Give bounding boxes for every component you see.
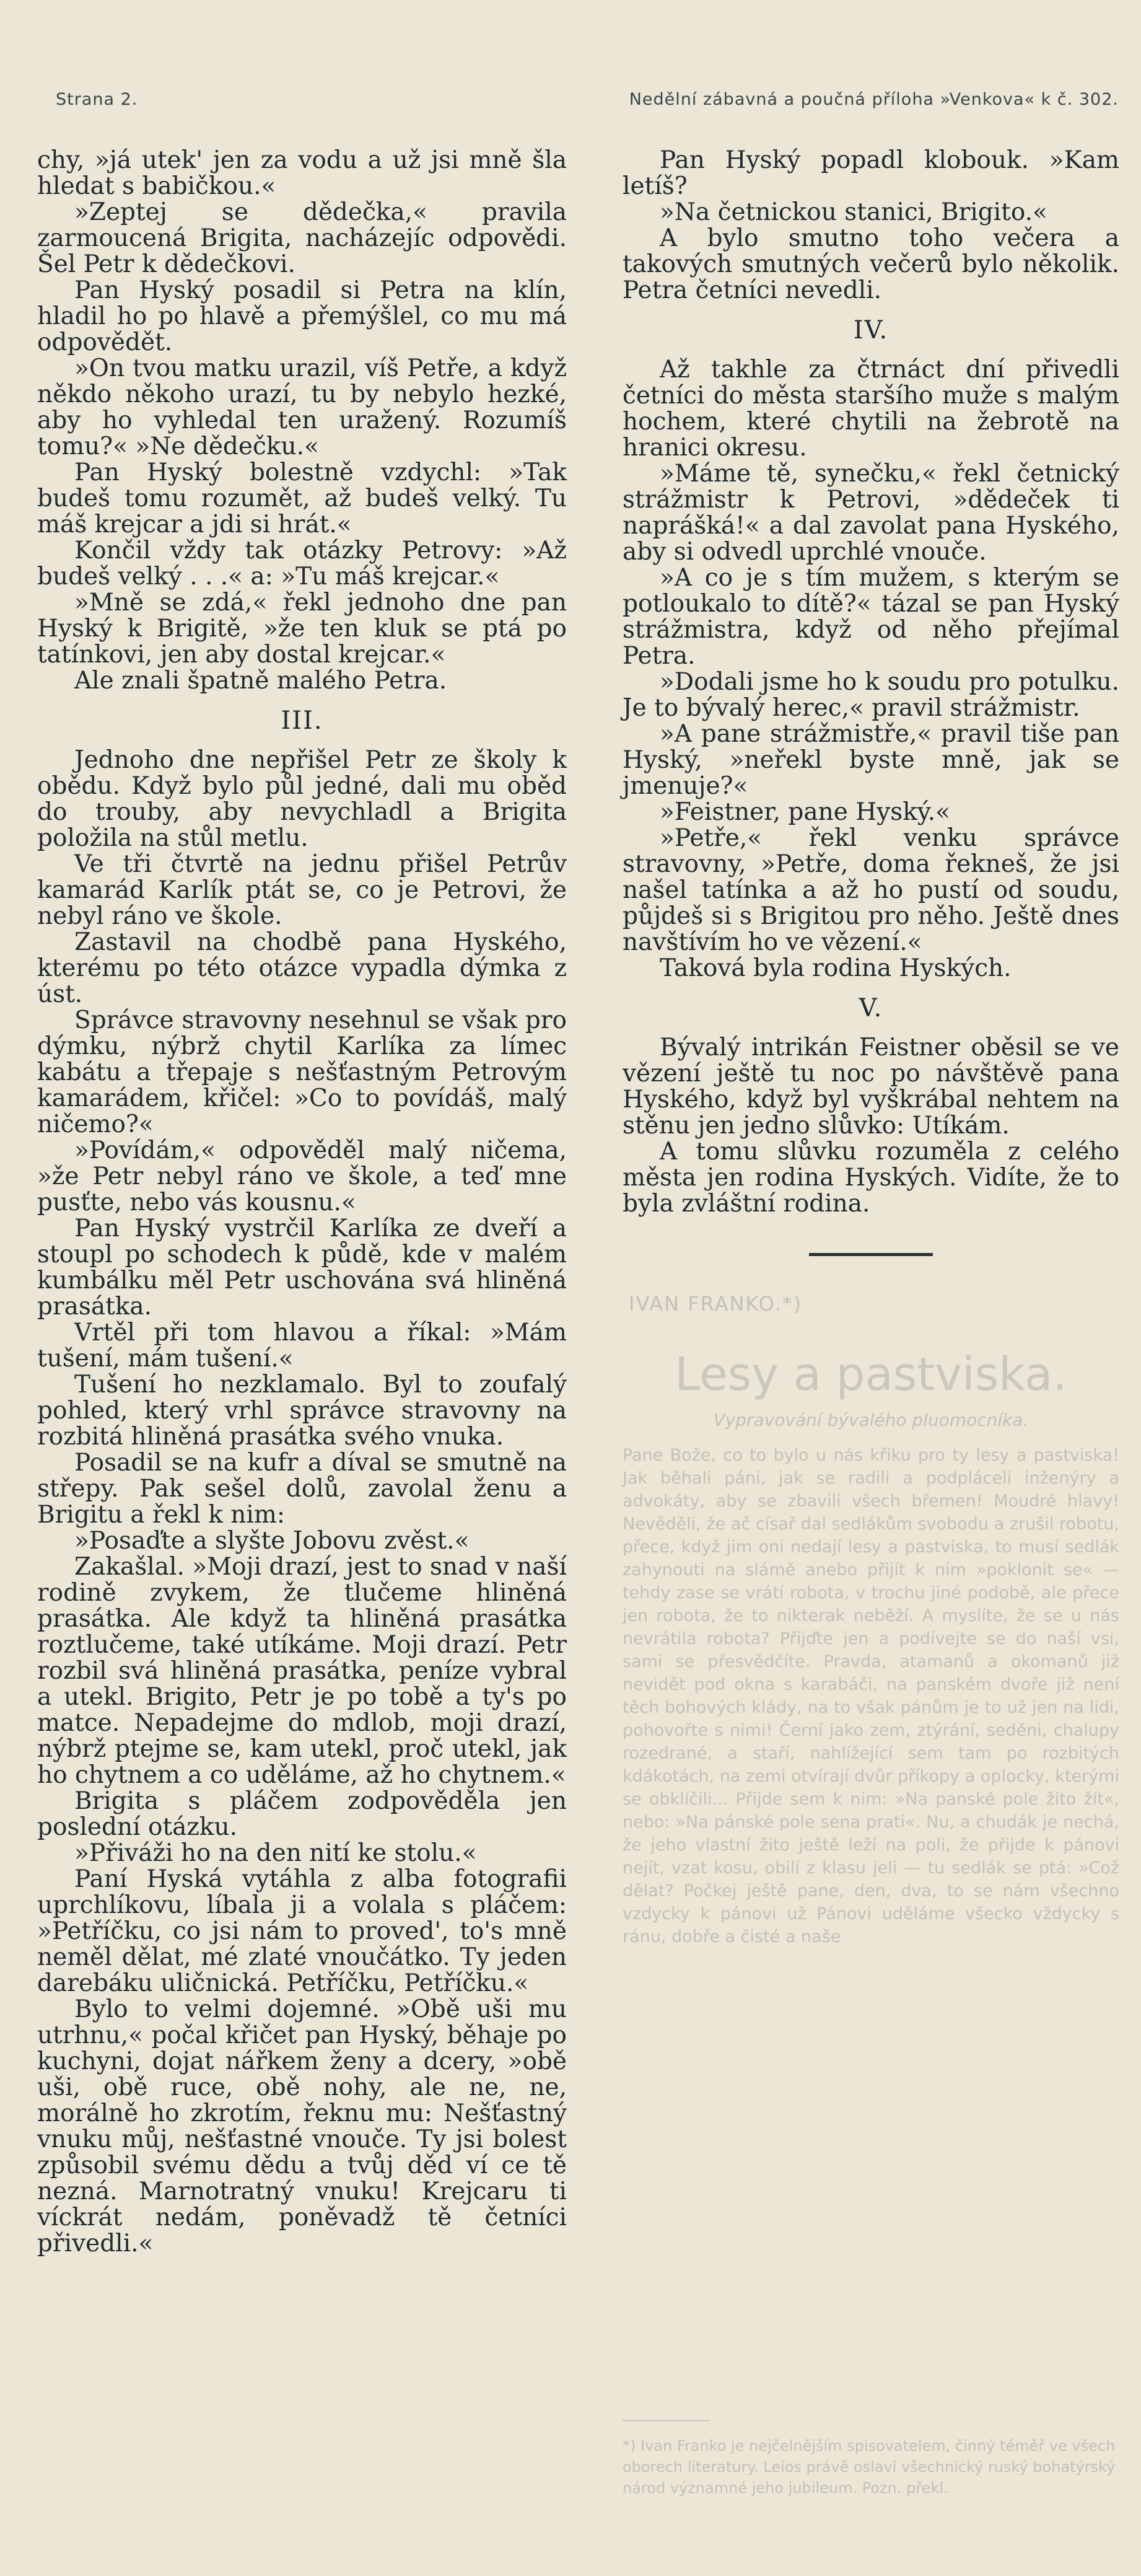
- divider: [809, 1253, 933, 1256]
- paragraph: Tušení ho nezklamalo. Byl to zoufalý pohled, který vrhl správce stravovny na rozbitá hliněná prasátka svého vnuka.: [37, 1371, 567, 1451]
- paragraph: Paní Hyská vytáhla z alba fotografii uprchlíkovu, líbala ji a volala s pláčem: »Petříčku, co jsi nám to proved', to's mně neměl dělat, mé zlaté vnoučátko. Ty jeden darebáku uličnická. Petříčku, Petříčku.«: [37, 1865, 567, 1997]
- paragraph: »Máme tě, synečku,« řekl četnický strážmistr k Petrovi, »dědeček ti naprášká!« a dal zavolat pana Hyského, aby si odvedl uprchlé vnouče.: [623, 460, 1119, 566]
- left-column: [37, 147, 567, 2257]
- paragraph: Taková byla rodina Hyských.: [660, 954, 1012, 982]
- article-body: Pane Bože, co to bylo u nás křiku pro ty lesy a pastviska! Jak běhali páni, jak se radili a podpláceli inženýry a advokáty, aby se zbavili všech břemen! Moudré hlavy! Nevěděli, že ač císař dal sedlákům svobodu a zrušil robotu, přece, když jim oni nedají lesy a pastviska, to musí sedlák zahynouti na slámě anebo přijít k nim »poklonit se« — tehdy zase se vrátí robota, v trochu jiné podobě, ale přece jen robota, že to nikterak neběží. A myslíte, že se u nás nevrátila robota? Přijďte jen a podívejte se do naší vsi, sami se přesvědčíte. Pravda, atamanů a okomanů již nevidět pod okna s karabáči, na panském dvoře již není těch bohových klády, na to však pánům je to už jen na lidi, pohovořte s nimi! Černí jako zem, ztýrání, seděni, chalupy rozedrané, a staří, nahlížející sem tam po rozbitých kdákotách, na zemi otvírají dvůr příkopy a oplocky, kterými se obklíčili... Přijde sem k nim: »Na panské pole žito žít«, nebo: »Na pánské pole sena prati«. Nu, a chudák je nechá, že jeho vlastní žito ještě leží na poli, že přijde k pánovi nejít, vzat kosu, obilí z klasu jeli — tu sedlák se ptá: »Což dělat? Počkej ještě pane, den, dva, to se nám všechno vzdycky k pánovi už Pánovi uděláme všecko vždycky s ránu, dobře a čisté a naše: [623, 1446, 1119, 1946]
- article-author: IVAN FRANKO.*): [629, 1292, 803, 1316]
- section-heading: V.: [859, 994, 883, 1022]
- page-header: [56, 90, 1119, 115]
- paragraph: Bývalý intrikán Feistner oběsil se ve vězení ještě tu noc po návštěvě pana Hyského, když byl vyškrábal nehtem na stěnu jen jedno slůvko: Utíkám.: [623, 1034, 1119, 1140]
- paragraph: »A pane strážmistře,« pravil tiše pan Hyský, »neřekl byste mně, jak se jmenuje?«: [623, 720, 1119, 800]
- paragraph: »Zeptej se dědečka,« pravila zarmoucená Brigita, nacházejíc odpovědi. Šel Petr k dědečkovi.: [37, 198, 567, 278]
- paragraph: Zastavil na chodbě pana Hyského, kterému po této otázce vypadla dýmka z úst.: [37, 928, 567, 1008]
- paragraph: »A co je s tím mužem, s kterým se potloukalo to dítě?« tázal se pan Hyský strážmistra, když od něho přejímal Petra.: [623, 564, 1119, 670]
- paragraph: Pan Hyský posadil si Petra na klín, hladil ho po hlavě a přemýšlel, co mu má odpovědět.: [37, 276, 567, 356]
- paragraph: »Mně se zdá,« řekl jednoho dne pan Hyský k Brigitě, »že ten kluk se ptá po tatínkovi, jen aby dostal krejcar.«: [37, 589, 567, 669]
- article-title: Lesy a pastviska.: [675, 1348, 1067, 1401]
- paragraph: Bylo to velmi dojemné. »Obě uši mu utrhnu,« počal křičet pan Hyský, běhaje po kuchyni, dojat nářkem ženy a dcery, »obě uši, obě ruce, obě nohy, ale ne, ne, morálně ho zkrotím, řeknu mu: Nešťastný vnuku můj, nešťastné vnouče. Ty jsi bolest způsobil svému dědu a tvůj děd ví ce tě nezná. Marnotratný vnuku! Krejcaru ti víckrát nedám, poněvadž tě četníci přivedli.«: [37, 1995, 567, 2257]
- paragraph: Správce stravovny nesehnul se však pro dýmku, nýbrž chytil Karlíka za límec kabátu a třepaje s nešťastným Petrovým kamarádem, křičel: »Co to povídáš, malý ničemo?«: [37, 1006, 567, 1138]
- footnote: *) Ivan Franko je nejčelnějším spisovatelem, činný téměř ve všech oborech literatury. Leíos právě oslaví všechnický ruský bohatýrský národ významné jeho jubileum. Pozn. překl.: [623, 2437, 1116, 2497]
- paragraph: »Feistner, pane Hyský.«: [660, 798, 950, 826]
- footnote-divider: [623, 2420, 709, 2421]
- right-column: [623, 147, 1119, 1256]
- paragraph: »Povídám,« odpověděl malý ničema, »že Petr nebyl ráno ve škole, a teď mne pusťte, nebo vás kousnu.«: [37, 1136, 567, 1216]
- paragraph: Brigita s pláčem zodpověděla jen poslední otázku.: [37, 1787, 567, 1841]
- article-subtitle: Vypravování bývalého pluomocníka.: [713, 1410, 1029, 1430]
- paragraph: Ve tři čtvrtě na jednu přišel Petrův kamarád Karlík ptát se, co je Petrovi, že nebyl ráno ve škole.: [37, 850, 567, 930]
- paragraph: Končil vždy tak otázky Petrovy: »Až budeš velký . . .« a: »Tu máš krejcar.«: [37, 537, 567, 591]
- paragraph: Jednoho dne nepřišel Petr ze školy k obědu. Když bylo půl jedné, dali mu oběd do trouby, aby nevychladl a Brigita položila na stůl metlu.: [37, 746, 567, 852]
- paragraph: A tomu slůvku rozuměla z celého města jen rodina Hyských. Vidíte, že to byla zvláštní rodina.: [623, 1138, 1119, 1218]
- paragraph: Vrtěl při tom hlavou a říkal: »Mám tušení, mám tušení.«: [37, 1319, 567, 1373]
- paragraph: A bylo smutno toho večera a takových smutných večerů bylo několik. Petra četníci nevedli.: [623, 224, 1119, 304]
- paragraph: chy, »já utek' jen za vodu a už jsi mně šla hledat s babičkou.«: [37, 146, 567, 200]
- paragraph: »Dodali jsme ho k soudu pro potulku. Je to bývalý herec,« pravil strážmistr.: [623, 668, 1119, 722]
- paragraph: Pan Hyský popadl klobouk. »Kam letíš?: [623, 146, 1119, 200]
- paragraph: Ale znali špatně malého Petra.: [74, 667, 447, 695]
- paragraph: Zakašlal. »Moji drazí, jest to snad v naší rodině zvykem, že tlučeme hliněná prasátka. Ale když ta hliněná prasátka roztlučeme, také utíkáme. Moji drazí. Petr rozbil svá hliněná prasátka, peníze vybral a utekl. Brigito, Petr je po tobě a ty's po matce. Nepadejme do mdlob, moji drazí, nýbrž ptejme se, kam utekl, proč utekl, jak ho chytnem a co uděláme, až ho chytnem.«: [37, 1553, 567, 1789]
- paragraph: Až takhle za čtrnáct dní přivedli četníci do města staršího muže s malým hochem, které chytili na žebrotě na hranici okresu.: [623, 356, 1119, 462]
- paragraph: Pan Hyský vystrčil Karlíka ze dveří a stoupl po schodech k půdě, kde v malém kumbálku měl Petr uschována svá hliněná prasátka.: [37, 1215, 567, 1321]
- paragraph: »Petře,« řekl venku správce stravovny, »Petře, doma řekneš, že jsi našel tatínka a až ho pustí od soudu, půjdeš si s Brigitou pro něho. Ještě dnes navštívím ho ve vězení.«: [623, 824, 1119, 956]
- section-heading: III.: [281, 706, 323, 735]
- supplement-title: Nedělní zábavná a poučná příloha »Venkova« k č. 302.: [629, 90, 1119, 109]
- paragraph: »Přiváži ho na den nití ke stolu.«: [74, 1839, 477, 1867]
- paragraph: »Na četnickou stanici, Brigito.«: [660, 198, 1047, 226]
- section-heading: IV.: [853, 316, 889, 345]
- page-number: Strana 2.: [56, 90, 138, 109]
- paragraph: »Posaďte a slyšte Jobovu zvěst.«: [74, 1527, 470, 1555]
- paragraph: Pan Hyský bolestně vzdychl: »Tak budeš tomu rozumět, až budeš velký. Tu máš krejcar a jdi si hrát.«: [37, 459, 567, 538]
- paragraph: »On tvou matku urazil, víš Petře, a když někdo někoho urazí, tu by nebylo hezké, aby ho vyhledal ten uražený. Rozumíš tomu?« »Ne dědečku.«: [37, 354, 567, 460]
- paragraph: Posadil se na kufr a díval se smutně na střepy. Pak sešel dolů, zavolal ženu a Brigitu a řekl k nim:: [37, 1449, 567, 1529]
